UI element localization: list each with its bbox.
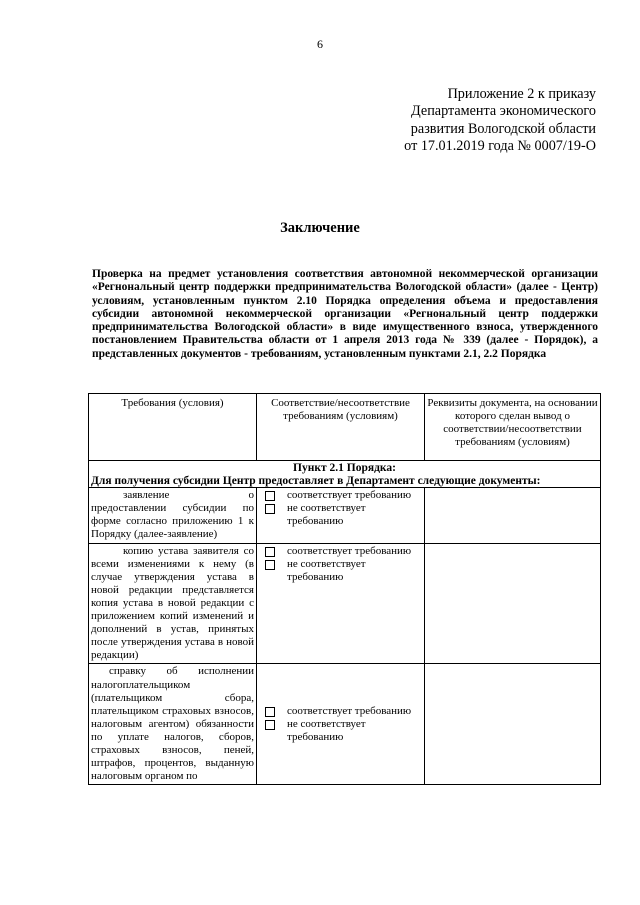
option-not-complies-label: не соответствует требованию [287,502,366,528]
option-complies-label: соответствует требованию [287,704,412,717]
compliance-cell [257,664,425,785]
option-not-complies-label: не соответствует требованию [287,717,366,743]
checkbox-complies[interactable] [265,707,275,717]
appendix-line-1: Приложение 2 к приказу [447,86,596,102]
checkbox-not-complies[interactable] [265,560,275,570]
document-title: Заключение [280,220,360,236]
section-title: Пункт 2.1 Порядка: [293,462,396,474]
requirement-cell: заявление о предоставлении субсидии по форме согласно приложению 1 к Порядку (далее-заявление) [89,488,257,543]
header-requirements: Требования (условия) [89,394,257,461]
requirement-cell: копию устава заявителя со всеми изменениями к нему (в случае утверждения устава в новой редакции представляется копия устава в новой редакции с приложением копий изменений и дополнений в устав, принятых после утверждения устава в новой редакции) [89,543,257,664]
checkbox-not-complies[interactable] [265,504,275,514]
option-complies-label: соответствует требованию [287,489,412,502]
checkbox-complies[interactable] [265,547,275,557]
header-compliance: Соответствие/несоответствие требованиям (условиям) [257,394,425,461]
document-cell[interactable] [425,488,601,543]
section-subtitle: Для получения субсидии Центр предоставляет в Департамент следующие документы: [91,474,541,487]
compliance-cell [257,543,425,664]
document-cell[interactable] [425,543,601,664]
option-complies-label: соответствует требованию [287,544,412,557]
table-row [89,543,601,664]
requirement-cell: справку об исполнении налогоплательщиком (плательщиком сбора, плательщиком страховых взносов, налоговым агентом) обязанности по уплате налогов, сборов, страховых взносов, пеней, штрафов, процентов, выданную налоговым органом по [89,664,257,785]
intro-paragraph: Проверка на предмет установления соответствия автономной некоммерческой организации «Регнональный центр поддержки предпринимательства Вологодской области» (далее - Центр) условиям, установленным пунктом 2.10 Порядка определения объема и предоставления субсидии автономной некоммерческой организации «Регнональный центр поддержки предпринимательства Вологодской области» в виде имущественного взноса, утвержденного постановлением Правительства области от 1 апреля 2013 года № 339 (далее - Порядок), а представленных документов - требованиям, установленным пунктами 2.1, 2.2 Порядка [92,268,598,360]
option-not-complies[interactable] [265,502,422,528]
appendix-header [404,86,596,156]
table-header-row [89,394,601,461]
requirements-table-wrap [88,393,600,785]
header-document-details: Реквизиты документа, на основании которого сделан вывод о соответствии/несоответствии требованиям (условиям) [425,394,601,461]
option-complies[interactable] [265,705,422,718]
page-number: 6 [317,37,323,51]
document-cell[interactable] [425,664,601,785]
option-complies[interactable] [265,545,422,558]
option-not-complies-label: не соответствует требованию [287,557,366,583]
appendix-line-2: Департамента экономического [411,103,596,120]
compliance-cell [257,488,425,543]
appendix-line-4: от 17.01.2019 года № 0007/19-О [404,138,596,155]
requirements-table [88,393,601,785]
option-not-complies[interactable] [265,718,422,744]
appendix-line-3: развития Вологодской области [410,120,596,137]
checkbox-complies[interactable] [265,491,275,501]
table-row [89,488,601,543]
section-row [89,461,601,488]
checkbox-not-complies[interactable] [265,720,275,730]
option-complies[interactable] [265,489,422,502]
table-row [89,664,601,785]
option-not-complies[interactable] [265,558,422,584]
section-cell [89,461,601,488]
